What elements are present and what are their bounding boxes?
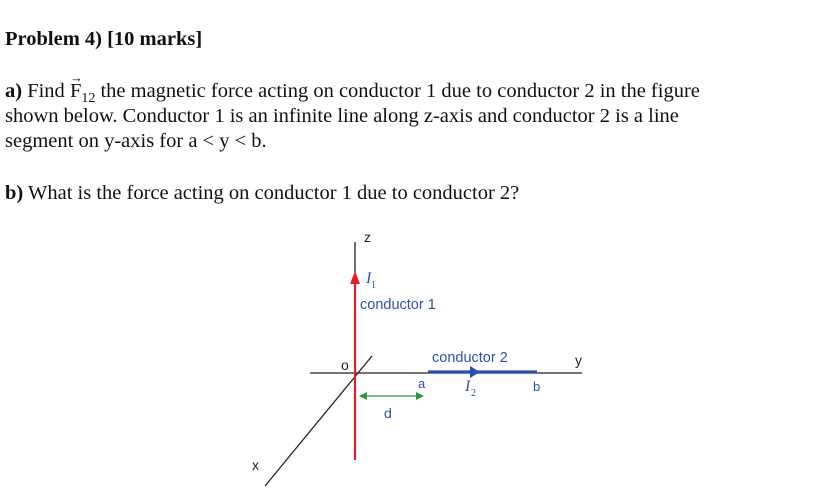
current-2-arrow-icon [470, 366, 480, 378]
current-1-symbol: I [366, 270, 372, 287]
part-a-line-1-rest: the magnetic force acting on conductor 1 due to conductor 2 in the figure [100, 80, 700, 102]
d-label: d [384, 405, 392, 421]
y-axis-label: y [575, 352, 582, 368]
current-2-symbol: I [465, 378, 471, 395]
force-vector-symbol: → F [69, 70, 83, 102]
problem-heading: Problem 4) [10 marks] [5, 28, 203, 50]
a-label: a [418, 376, 426, 391]
b-label: b [533, 379, 541, 394]
part-b-text: What is the force acting on conductor 1 due to conductor 2? [28, 182, 520, 204]
vector-arrow-icon: → [69, 70, 83, 85]
part-b-label: b) [5, 182, 24, 204]
distance-right-arrow-icon [416, 392, 424, 400]
conductor-2-label: conductor 2 [432, 350, 508, 366]
part-a-line-3: segment on y-axis for a < y < b. [5, 130, 267, 152]
current-1-subscript: 1 [371, 280, 376, 291]
part-a-line-2: shown below. Conductor 1 is an infinite line along z-axis and conductor 2 is a line [5, 105, 679, 127]
x-axis-label: x [252, 457, 259, 473]
distance-left-arrow-icon [359, 392, 367, 400]
force-subscript: 12 [81, 91, 96, 106]
find-word: Find [27, 80, 65, 102]
z-axis-label: z [364, 229, 371, 245]
origin-label: o [341, 357, 349, 373]
current-1-arrow-icon [350, 271, 360, 284]
current-2-subscript: 2 [471, 388, 476, 399]
part-a-label: a) [5, 80, 23, 102]
conductor-1-label: conductor 1 [360, 297, 436, 313]
